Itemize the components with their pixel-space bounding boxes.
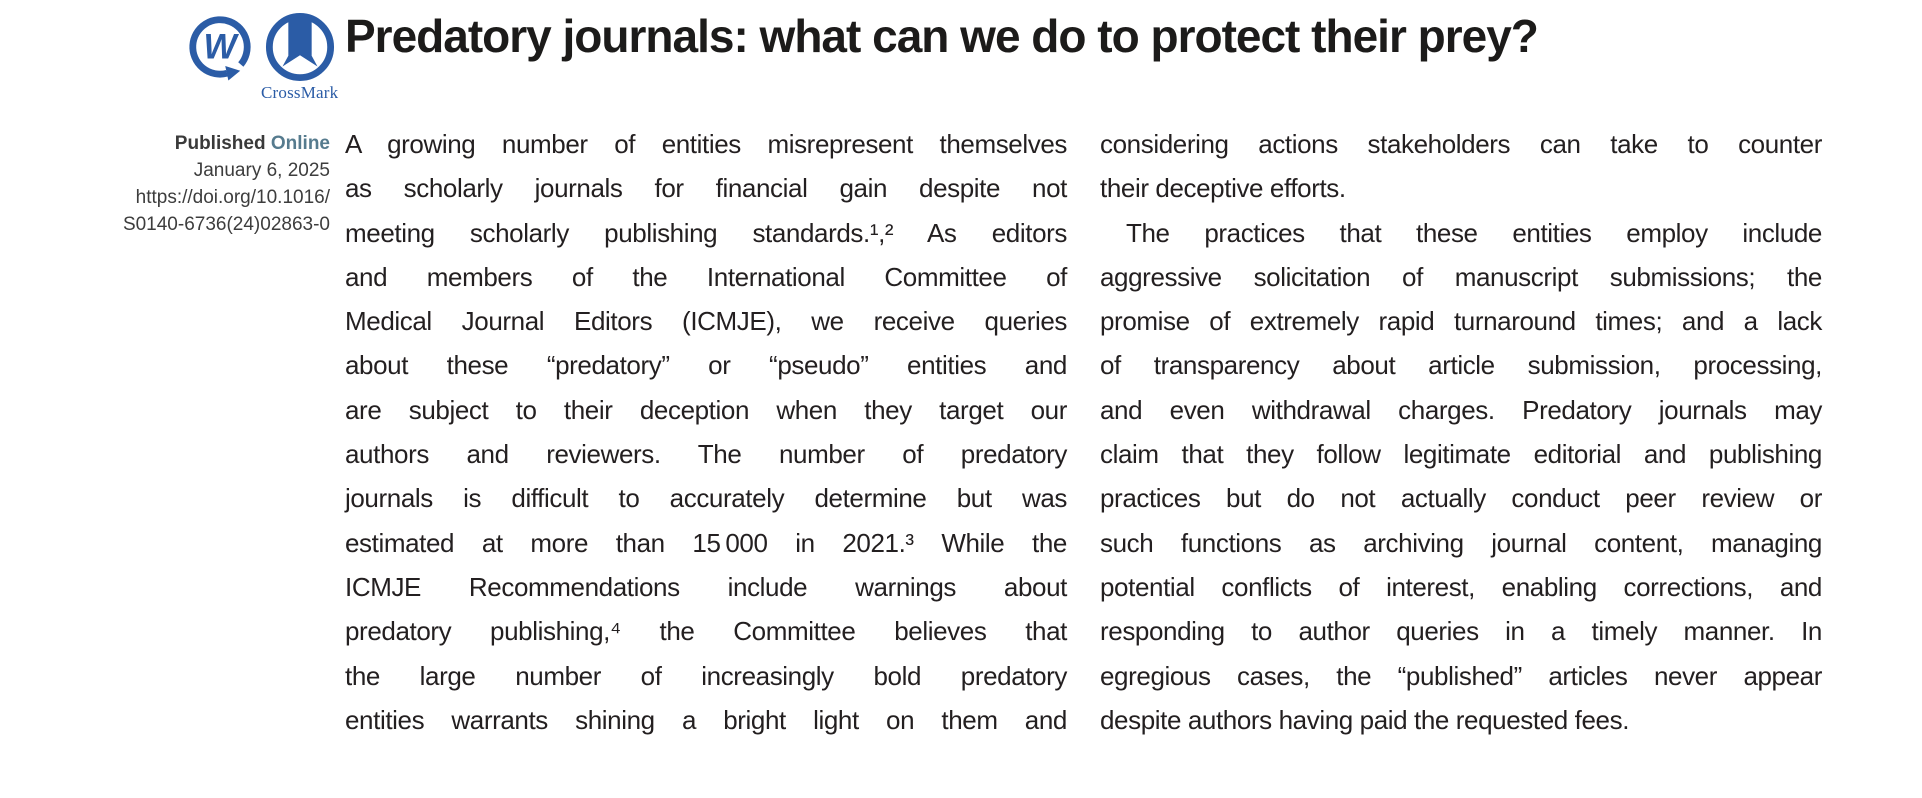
text-line: Medical Journal Editors (ICMJE), we receive queries <box>345 306 1067 337</box>
text-line: about these “predatory” or “pseudo” entities and <box>345 350 1067 381</box>
text-line: as scholarly journals for financial gain despite not <box>345 173 1067 204</box>
article-title: Predatory journals: what can we do to protect their prey? <box>345 10 1538 62</box>
text-line: aggressive solicitation of manuscript submissions; the <box>1100 261 1822 292</box>
text-line: claim that they follow legitimate editorial and publishing <box>1100 439 1822 470</box>
published-label: Published <box>174 133 271 154</box>
text-line: A growing number of entities misrepresent themselves <box>345 129 1067 159</box>
online-label: Online <box>270 133 330 154</box>
text-line: considering actions stakeholders can take to counter <box>1100 129 1822 159</box>
text-line: and members of the International Committee of <box>345 261 1067 292</box>
text-line: predatory publishing,⁴ the Committee believes that <box>345 616 1067 647</box>
text-line: promise of extremely rapid turnaround times; and a lack <box>1100 306 1822 337</box>
published-online-line <box>0 130 330 157</box>
text-line: estimated at more than 15 000 in 2021.³ While the <box>345 527 1067 558</box>
comment-update-logo <box>185 12 255 103</box>
text-line: are subject to their deception when they target our <box>345 394 1067 425</box>
text-line: entities warrants shining a bright light on them and <box>345 704 1067 735</box>
text-line: such functions as archiving journal content, managing <box>1100 527 1822 558</box>
crossmark-label: CrossMark <box>261 83 339 102</box>
text-line: meeting scholarly publishing standards.¹,² As editors <box>345 217 1067 248</box>
text-line: and even withdrawal charges. Predatory journals may <box>1100 394 1822 425</box>
text-line: authors and reviewers. The number of predatory <box>345 439 1067 470</box>
doi-line-2: S0140-6736(24)02863-0 <box>122 214 330 235</box>
w-circular-arrow-icon <box>185 12 255 82</box>
text-line: the large number of increasingly bold predatory <box>345 660 1067 691</box>
text-line: egregious cases, the “published” articles never appear <box>1100 660 1822 691</box>
text-line: The practices that these entities employ include <box>1126 217 1822 248</box>
doi-line-1: https://doi.org/10.1016/ <box>135 187 330 208</box>
text-line: of transparency about article submission, processing, <box>1100 350 1822 381</box>
body-column-1 <box>345 122 1067 742</box>
text-line: potential conflicts of interest, enabling corrections, and <box>1100 571 1822 602</box>
doi-link[interactable] <box>123 187 330 235</box>
published-date: January 6, 2025 <box>193 160 330 181</box>
text-line: responding to author queries in a timely manner. In <box>1100 616 1822 647</box>
crossmark-logo[interactable] <box>261 12 338 103</box>
publication-info <box>0 130 330 238</box>
crossmark-icon <box>265 12 335 82</box>
text-line: journals is difficult to accurately determine but was <box>345 483 1067 514</box>
text-line: their deceptive efforts. <box>1100 173 1346 204</box>
text-line: practices but do not actually conduct peer review or <box>1100 483 1822 514</box>
masthead-logos <box>185 12 338 103</box>
svg-text:W: W <box>203 27 237 67</box>
text-line: ICMJE Recommendations include warnings about <box>345 571 1067 602</box>
text-line: despite authors having paid the requested fees. <box>1100 704 1630 735</box>
body-column-2 <box>1100 122 1822 742</box>
